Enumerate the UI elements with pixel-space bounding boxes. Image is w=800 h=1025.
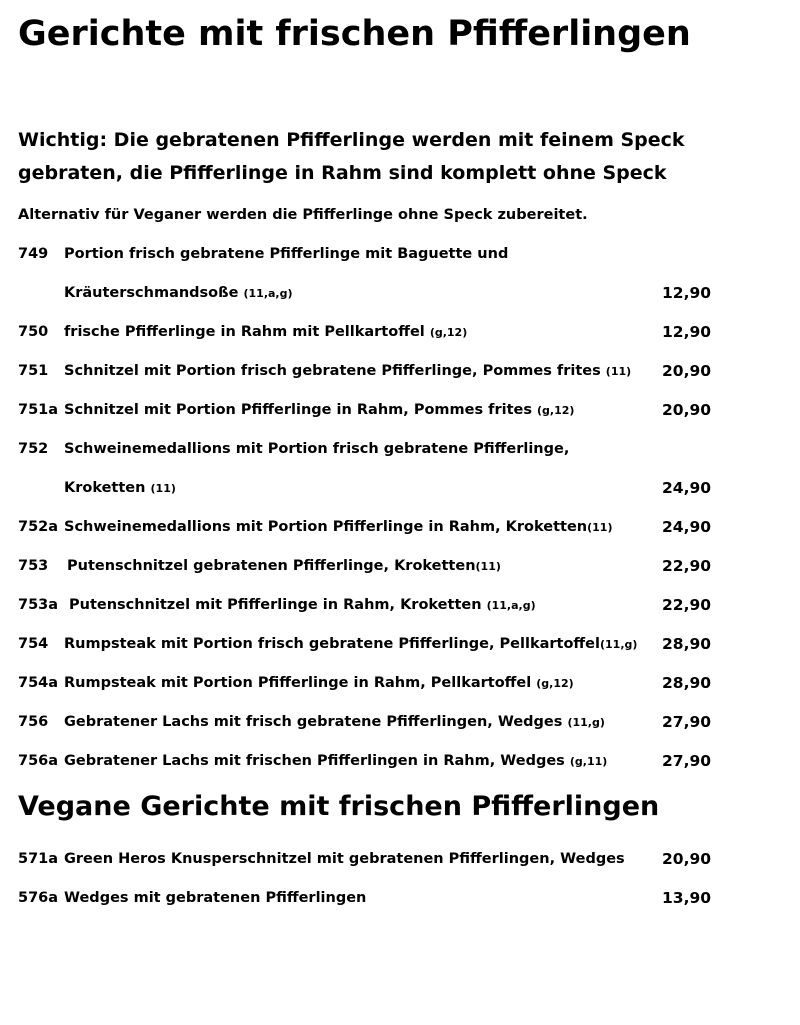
item-allergens: (g,12) <box>536 677 574 690</box>
item-number: 751 <box>18 363 49 379</box>
vegan-menu-item <box>0 849 800 869</box>
item-allergens: (11,a,g) <box>243 287 293 300</box>
item-number: 756 <box>18 714 49 730</box>
item-description: Schnitzel mit Portion Pfifferlinge in Rahm, Pommes frites <box>64 402 532 418</box>
item-allergens: (11,g) <box>567 716 605 729</box>
item-price: 27,90 <box>662 752 712 770</box>
menu-item <box>0 322 800 342</box>
menu-item <box>0 517 800 537</box>
important-note: Wichtig: Die gebratenen Pfifferlinge werden mit feinem Speck gebraten, die Pfifferlinge in Rahm sind komplett ohne Speck <box>18 129 685 184</box>
item-price: 12,90 <box>662 323 712 341</box>
page-title: Gerichte mit frischen Pfifferlingen <box>18 14 691 54</box>
menu-item <box>0 439 800 459</box>
item-price: 28,90 <box>662 674 712 692</box>
item-allergens: (g,12) <box>537 404 575 417</box>
item-number: 754a <box>18 675 59 691</box>
menu-item <box>0 361 800 381</box>
item-number: 752 <box>18 441 49 457</box>
menu-item <box>0 751 800 771</box>
item-number: 751a <box>18 402 59 418</box>
item-description: frische Pfifferlinge in Rahm mit Pellkartoffel <box>64 324 425 340</box>
item-number: 750 <box>18 324 49 340</box>
vegan-menu-item <box>0 888 800 908</box>
item-description: Wedges mit gebratenen Pfifferlingen <box>64 890 367 906</box>
item-description: Portion frisch gebratene Pfifferlinge mit Baguette und <box>64 246 509 262</box>
menu-item <box>0 712 800 732</box>
item-description: Schweinemedallions mit Portion Pfifferlinge in Rahm, Kroketten <box>64 519 588 535</box>
menu-item <box>0 595 800 615</box>
item-allergens: (11) <box>605 365 632 378</box>
item-number: 756a <box>18 753 59 769</box>
vegan-section-title: Vegane Gerichte mit frischen Pfifferlingen <box>18 791 660 822</box>
item-description: Rumpsteak mit Portion Pfifferlinge in Rahm, Pellkartoffel <box>64 675 532 691</box>
item-price: 27,90 <box>662 713 712 731</box>
item-description-line2: Kroketten <box>64 480 146 496</box>
item-number: 753a <box>18 597 59 613</box>
item-price: 28,90 <box>662 635 712 653</box>
item-price: 12,90 <box>662 284 712 302</box>
item-allergens: (g,11) <box>569 755 608 768</box>
item-description: Gebratener Lachs mit frischen Pfifferlingen in Rahm, Wedges <box>64 753 565 769</box>
menu-item <box>0 400 800 420</box>
item-price: 24,90 <box>662 479 712 497</box>
item-allergens: (g,12) <box>429 326 468 339</box>
item-price: 22,90 <box>662 557 712 575</box>
item-allergens: (11) <box>150 482 176 495</box>
item-description-line2: Kräuterschmandsoße <box>64 285 239 301</box>
item-description: Putenschnitzel mit Pfifferlinge in Rahm, Kroketten <box>69 597 482 613</box>
item-price: 13,90 <box>662 889 712 907</box>
item-description: Green Heros Knusperschnitzel mit gebratenen Pfifferlingen, Wedges <box>64 851 625 867</box>
item-price: 22,90 <box>662 596 712 614</box>
item-number: 749 <box>18 246 49 262</box>
item-description: Gebratener Lachs mit frisch gebratene Pfifferlingen, Wedges <box>64 714 563 730</box>
vegan-alternative-note: Alternativ für Veganer werden die Pfifferlinge ohne Speck zubereitet. <box>18 207 588 223</box>
item-allergens: (11,g) <box>599 638 638 651</box>
menu-item-continuation <box>0 478 800 498</box>
item-price: 20,90 <box>662 401 712 419</box>
item-number: 752a <box>18 519 59 535</box>
item-allergens: (11,a,g) <box>486 599 536 612</box>
item-description: Rumpsteak mit Portion frisch gebratene Pfifferlinge, Pellkartoffel <box>64 636 600 652</box>
menu-item <box>0 556 800 576</box>
menu-item <box>0 634 800 654</box>
item-description: Putenschnitzel gebratenen Pfifferlinge, Kroketten <box>67 558 476 574</box>
menu-item <box>0 244 800 264</box>
item-number: 754 <box>18 636 49 652</box>
item-price: 20,90 <box>662 850 712 868</box>
menu-item-continuation <box>0 283 800 303</box>
item-price: 24,90 <box>662 518 712 536</box>
item-number: 576a <box>18 890 59 906</box>
item-allergens: (11) <box>475 560 501 573</box>
item-description: Schweinemedallions mit Portion frisch gebratene Pfifferlinge, <box>64 441 570 457</box>
item-number: 571a <box>18 851 59 867</box>
item-price: 20,90 <box>662 362 712 380</box>
item-allergens: (11) <box>587 521 613 534</box>
menu-item <box>0 673 800 693</box>
item-number: 753 <box>18 558 49 574</box>
item-description: Schnitzel mit Portion frisch gebratene Pfifferlinge, Pommes frites <box>64 363 601 379</box>
